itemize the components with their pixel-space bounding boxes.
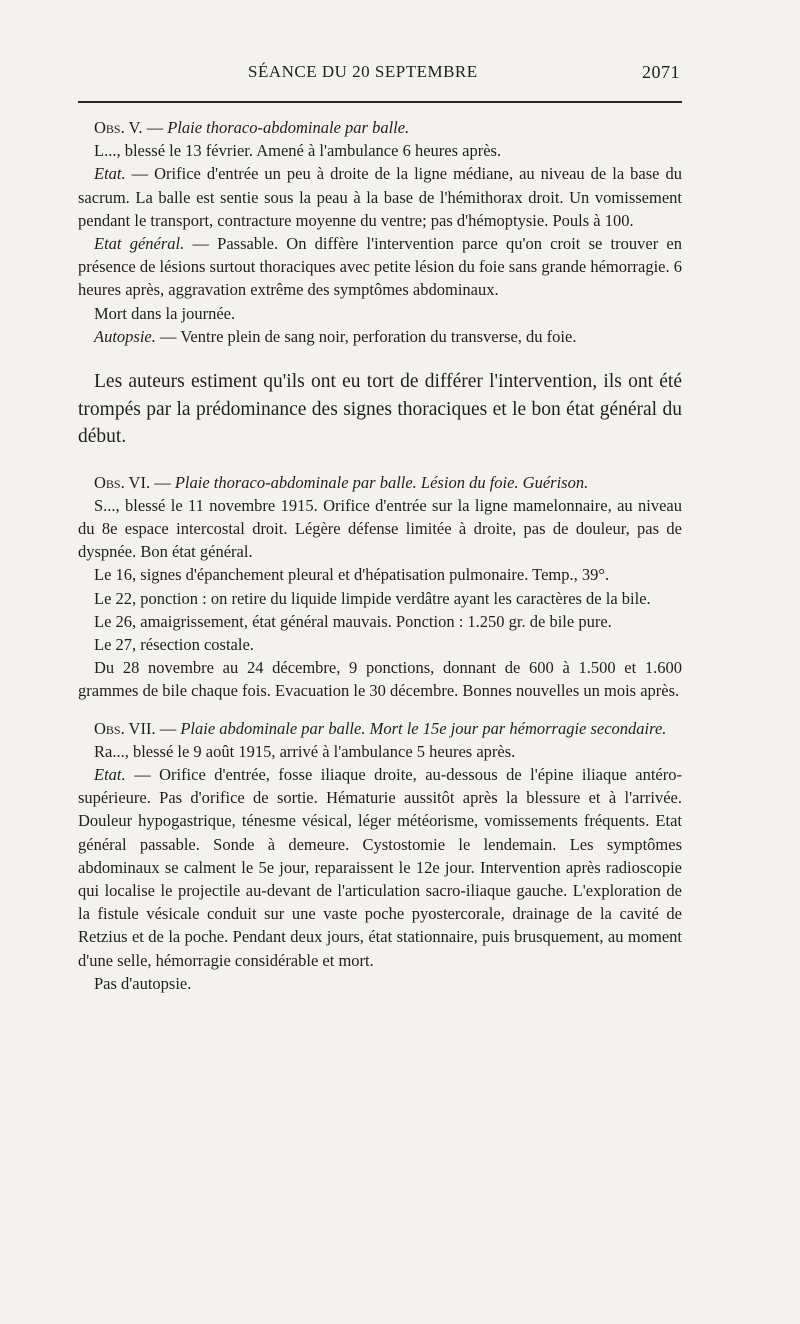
obs5-p3-lead: Etat général. [94,234,185,254]
obs7-p2-text: — Orifice d'entrée, fosse iliaque droite, au-dessous de l'épine iliaque antéro-supérieure. Pas d'orifice de sortie. Hématurie aussitôt après la blessure et à l'arrivée. Douleur hypogastrique, ténesme vésical, léger météorisme, vomissements fréquents. Etat général passable. Sonde à demeure. Cystostomie le lendemain. Les symptômes abdominaux se calment le 5e jour, reparaissent le 12e jour. Intervention après radioscopie qui localise le projectile au-devant de l'articulation sacro-iliaque gauche. L'exploration de la fistule vésicale conduit sur une vaste poche pyostercorale, drainage de la cavité de Retzius et de la poche. Pendant deux jours, état stationnaire, puis brusquement, au moment d'une selle, hémorragie considérable et mort. [78,764,682,970]
obs5-p5 [78,325,682,348]
obs5-p2 [78,162,682,232]
obs7-title: Plaie abdominale par balle. Mort le 15e jour par hémorragie secondaire. [180,718,667,738]
obs6-dash: — [150,472,175,492]
obs5-heading [78,116,682,139]
obs5-p5-text: — Ventre plein de sang noir, perforation du transverse, du foie. [155,326,577,346]
obs6-p5: Le 27, résection costale. [94,634,254,654]
obs6-p4: Le 26, amaigrissement, état général mauvais. Ponction : 1.250 gr. de bile pure. [94,611,612,631]
obs5-p3 [78,232,682,302]
obs5-p4: Mort dans la journée. [94,303,236,323]
header-rule [78,101,682,103]
obs5-p5-lead: Autopsie. [94,326,156,346]
obs6-label: Obs. VI. [94,472,151,492]
obs7-p1: Ra..., blessé le 9 août 1915, arrivé à l'ambulance 5 heures après. [94,741,516,761]
running-header [78,62,682,90]
obs6-p1: S..., blessé le 11 novembre 1915. Orifice d'entrée sur la ligne mamelonnaire, au niveau du 8e espace intercostal droit. Légère défense limitée à droite, pas de douleur, pas de dyspnée. Bon état général. [78,495,682,562]
obs5-p2-text: — Orifice d'entrée un peu à droite de la ligne médiane, au niveau de la base du sacrum. La balle est sentie sous la peau à la base de l'hémithorax droit. Un vomissement pendant le transport, contracture moyenne du ventre; pas d'hémoptysie. Pouls à 100. [78,164,682,230]
obs6-title: Plaie thoraco-abdominale par balle. Lésion du foie. Guérison. [174,472,589,492]
obs7-label: Obs. VII. [94,718,156,738]
text-body [78,116,682,995]
obs7-heading [78,717,682,740]
obs6-p6: Du 28 novembre au 24 décembre, 9 ponctions, donnant de 600 à 1.500 et 1.600 grammes de bile chaque fois. Evacuation le 30 décembre. Bonnes nouvelles un mois après. [78,658,682,701]
obs5-dash: — [142,118,168,137]
obs5-title: Plaie thoraco-abdominale par balle. [167,118,410,137]
obs5-p3-text: — Passable. On diffère l'intervention parce qu'on croit se trouver en présence de lésions surtout thoraciques avec petite lésion du foie sans grande hémorragie. 6 heures après, aggravation extrême des symptômes abdominaux. [78,234,682,300]
obs7-p2 [78,763,682,972]
header-title: SÉANCE DU 20 SEPTEMBRE [248,62,478,81]
obs5-p1: L..., blessé le 13 février. Amené à l'ambulance 6 heures après. [94,141,502,161]
obs6-p2: Le 16, signes d'épanchement pleural et d'hépatisation pulmonaire. Temp., 39°. [94,565,610,585]
commentary: Les auteurs estiment qu'ils ont eu tort de différer l'intervention, ils ont été trompés par la prédominance des signes thoraciques et le bon état général du début. [78,371,682,448]
page-number: 2071 [642,62,680,82]
obs7-p3: Pas d'autopsie. [94,973,192,993]
obs5-label: Obs. V. [94,118,143,137]
obs6-heading [78,471,682,494]
obs5-p2-lead: Etat. [94,164,126,184]
obs7-dash: — [155,718,181,738]
obs7-p2-lead: Etat. [94,764,126,784]
obs6-p3: Le 22, ponction : on retire du liquide limpide verdâtre ayant les caractères de la bile. [94,588,651,608]
